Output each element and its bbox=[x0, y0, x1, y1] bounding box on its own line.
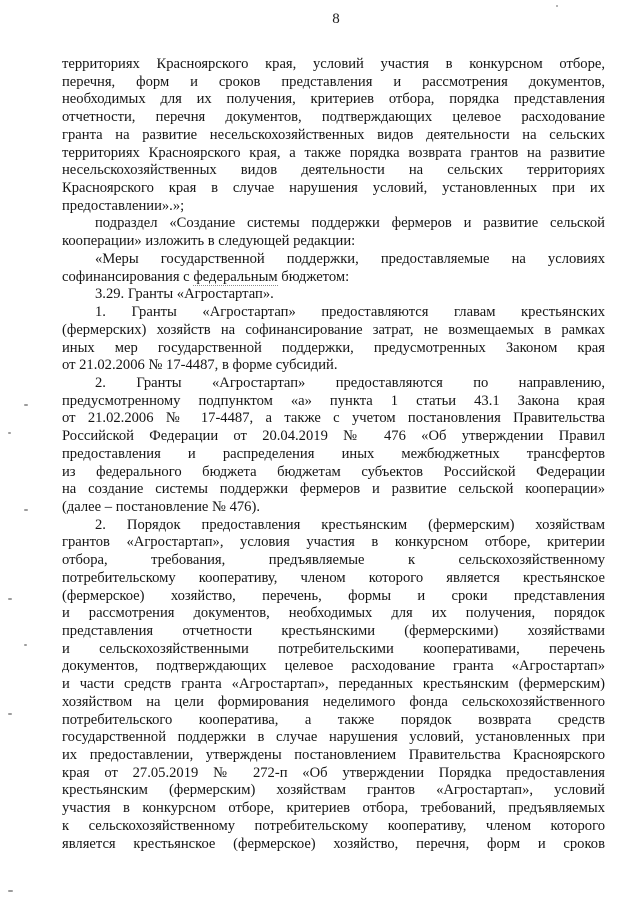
text-line: потребительского кооператива, а также порядок возврата средств bbox=[62, 711, 605, 728]
text-line: (далее – постановление № 476). bbox=[62, 498, 260, 515]
text-line: края от 27.05.2019 № 272-п «Об утверждении Порядка предоставления bbox=[62, 764, 605, 781]
text-line: «Меры государственной поддержки, предоставляемые на условиях bbox=[95, 250, 605, 267]
text-line: 2. Гранты «Агростартап» предоставляются по направлению, bbox=[95, 374, 605, 391]
text-line: и рассмотрения документов, необходимых для их получения, порядок bbox=[62, 605, 605, 622]
page-number: 8 bbox=[332, 11, 340, 27]
text-line: отбора, требования, предъявляемые к сельскохозяйственному bbox=[62, 552, 605, 569]
text-line: и части средств гранта «Агростартап», переданных крестьянским (фермерским) bbox=[62, 676, 605, 693]
text-line: их предоставлении, утверждены постановлением Правительства Красноярского bbox=[62, 747, 605, 764]
text-line: гранта на развитие несельскохозяйственных видов деятельности на сельских bbox=[62, 126, 605, 143]
text-line: необходимых для их получения, критериев отбора, порядка представления bbox=[62, 91, 605, 108]
scan-speck bbox=[8, 432, 11, 434]
text-line: подраздел «Создание системы поддержки фермеров и развитие сельской bbox=[95, 215, 605, 232]
text-line: (фермерское) хозяйство, перечень, формы и сроки представления bbox=[62, 587, 605, 604]
text-line: несельскохозяйственных видов деятельности на сельских территориях bbox=[62, 162, 605, 179]
scan-speck bbox=[8, 713, 12, 715]
text-line: отчетности, перечня документов, подтверждающих целевое расходование bbox=[62, 109, 605, 126]
text-line: потребительскому кооперативу, членом которого является крестьянское bbox=[62, 569, 605, 586]
text-line: крестьянским (фермерским) хозяйствам грантов «Агростартап», условий bbox=[62, 782, 605, 799]
text-line: из федерального бюджета бюджетам субъектов Российской Федерации bbox=[62, 463, 605, 480]
underlined-word: федеральным bbox=[193, 268, 278, 285]
scan-speck bbox=[8, 598, 12, 600]
text-line: к сельскохозяйственному потребительскому кооперативу, членом которого bbox=[62, 817, 605, 834]
text-line: представления отчетности крестьянскими (фермерскими) хозяйствами bbox=[62, 623, 605, 639]
text-line: 3.29. Гранты «Агростартап». bbox=[95, 286, 274, 303]
text-line: Красноярского края в случае нарушения условий, установленных при их bbox=[62, 180, 605, 197]
scan-speck bbox=[556, 5, 558, 7]
text-line: кооперации» изложить в следующей редакции: bbox=[62, 233, 356, 250]
text-line: (фермерских) хозяйств на софинансирование затрат, не возмещаемых в рамках bbox=[62, 321, 605, 338]
scan-speck bbox=[24, 509, 28, 511]
text-line: иных мер государственной поддержки, предусмотренных Законом края bbox=[62, 339, 605, 356]
text-line: от 21.02.2006 № 17-4487, в форме субсидий. bbox=[62, 357, 338, 374]
text-line: предоставления и распределения иных межбюджетных трансфертов bbox=[62, 445, 605, 462]
text-line: от 21.02.2006 № 17-4487, а также с учетом постановления Правительства bbox=[62, 410, 605, 427]
text-line: на создание системы поддержки фермеров и развитие сельской кооперации» bbox=[62, 481, 605, 498]
text-line: 1. Гранты «Агростартап» предоставляются главам крестьянских bbox=[95, 304, 605, 321]
text-line: предусмотренному подпунктом «а» пункта 1 статьи 43.1 Закона края bbox=[62, 392, 605, 409]
text-line: территориях Красноярского края, а также порядка возврата грантов на развитие bbox=[62, 144, 605, 161]
text-line: Российской Федерации от 20.04.2019 № 476 «Об утверждении Правил bbox=[62, 428, 605, 445]
text-line: софинансирования с федеральным бюджетом: bbox=[62, 268, 350, 285]
document-body-text bbox=[62, 56, 605, 853]
text-line: хозяйством на цели формирования неделимого фонда сельскохозяйственного bbox=[62, 693, 605, 710]
text-line: территориях Красноярского края, условий участия в конкурсном отборе, bbox=[62, 56, 605, 72]
text-line: и сельскохозяйственными потребительскими кооперативами, перечень bbox=[62, 640, 605, 657]
scan-speck bbox=[24, 404, 28, 406]
scan-speck bbox=[24, 644, 27, 646]
text-line: 2. Порядок предоставления крестьянским (фермерским) хозяйствам bbox=[95, 516, 605, 533]
text-line: грантов «Агростартап», условия участия в конкурсном отборе, критерии bbox=[62, 534, 605, 551]
text-line: документов, подтверждающих целевое расходование гранта «Агростартап» bbox=[62, 658, 605, 675]
text-line: участия в конкурсном отборе, критериев отбора, требований, предъявляемых bbox=[62, 800, 605, 817]
text-line: перечня, форм и сроков представления и рассмотрения документов, bbox=[62, 73, 605, 90]
scan-speck bbox=[8, 890, 13, 892]
text-line: является крестьянское (фермерское) хозяйство, перечня, форм и сроков bbox=[62, 835, 605, 852]
text-line: предоставлении».»; bbox=[62, 197, 185, 214]
text-line: государственной поддержки в случае нарушения условий, установленных при bbox=[62, 729, 605, 746]
